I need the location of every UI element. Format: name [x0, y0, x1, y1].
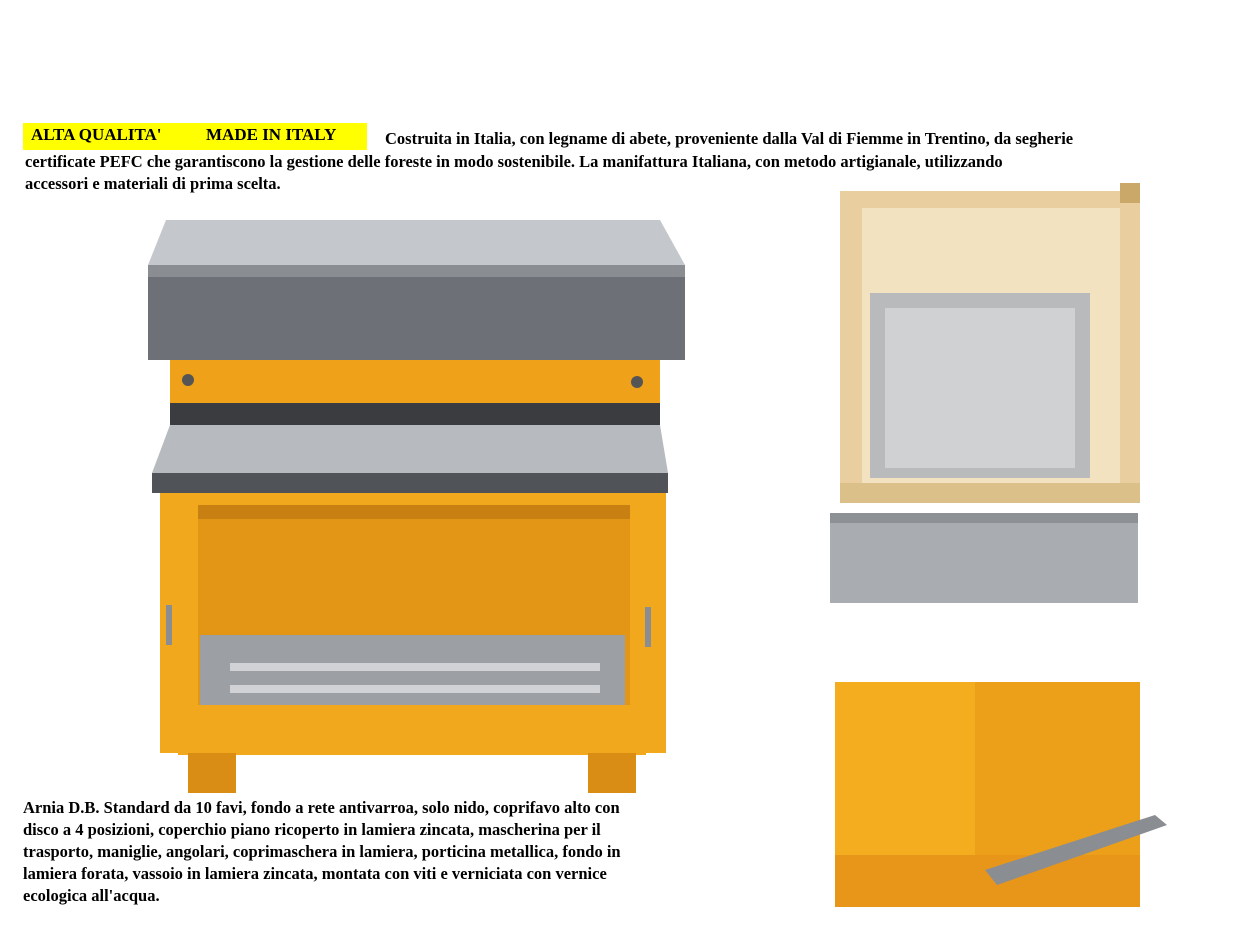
- intro-line-2: certificate PEFC che garantiscono la gestione delle foreste in modo sostenibile. La manifattura Italiana, con metodo artigianale, utilizzando: [25, 151, 1003, 171]
- hive-mesh-photo: [830, 183, 1145, 608]
- badge-made-in-italy-text: MADE IN ITALY: [206, 125, 337, 144]
- description-line-5: ecologica all'acqua.: [23, 886, 160, 905]
- description-line-4: lamiera forata, vassoio in lamiera zincata, montata con viti e verniciata con vernice: [23, 864, 607, 883]
- intro-line-3: accessori e materiali di prima scelta.: [25, 174, 281, 193]
- description-line-1: Arnia D.B. Standard da 10 favi, fondo a rete antivarroa, solo nido, coprifavo alto con: [23, 798, 620, 817]
- intro-line-1: Costruita in Italia, con legname di abete, proveniente dalla Val di Fiemme in Trentino, da segherie: [385, 129, 1074, 148]
- hive-front-photo: [140, 215, 685, 795]
- badge-quality-text: ALTA QUALITA': [31, 125, 162, 144]
- hive-base-photo: [835, 680, 1170, 912]
- description-line-3: trasporto, maniglie, angolari, coprimaschera in lamiera, porticina metallica, fondo in: [23, 842, 621, 861]
- description-line-2: disco a 4 posizioni, coperchio piano ricoperto in lamiera zincata, mascherina per il: [23, 820, 601, 839]
- product-description: [23, 797, 743, 907]
